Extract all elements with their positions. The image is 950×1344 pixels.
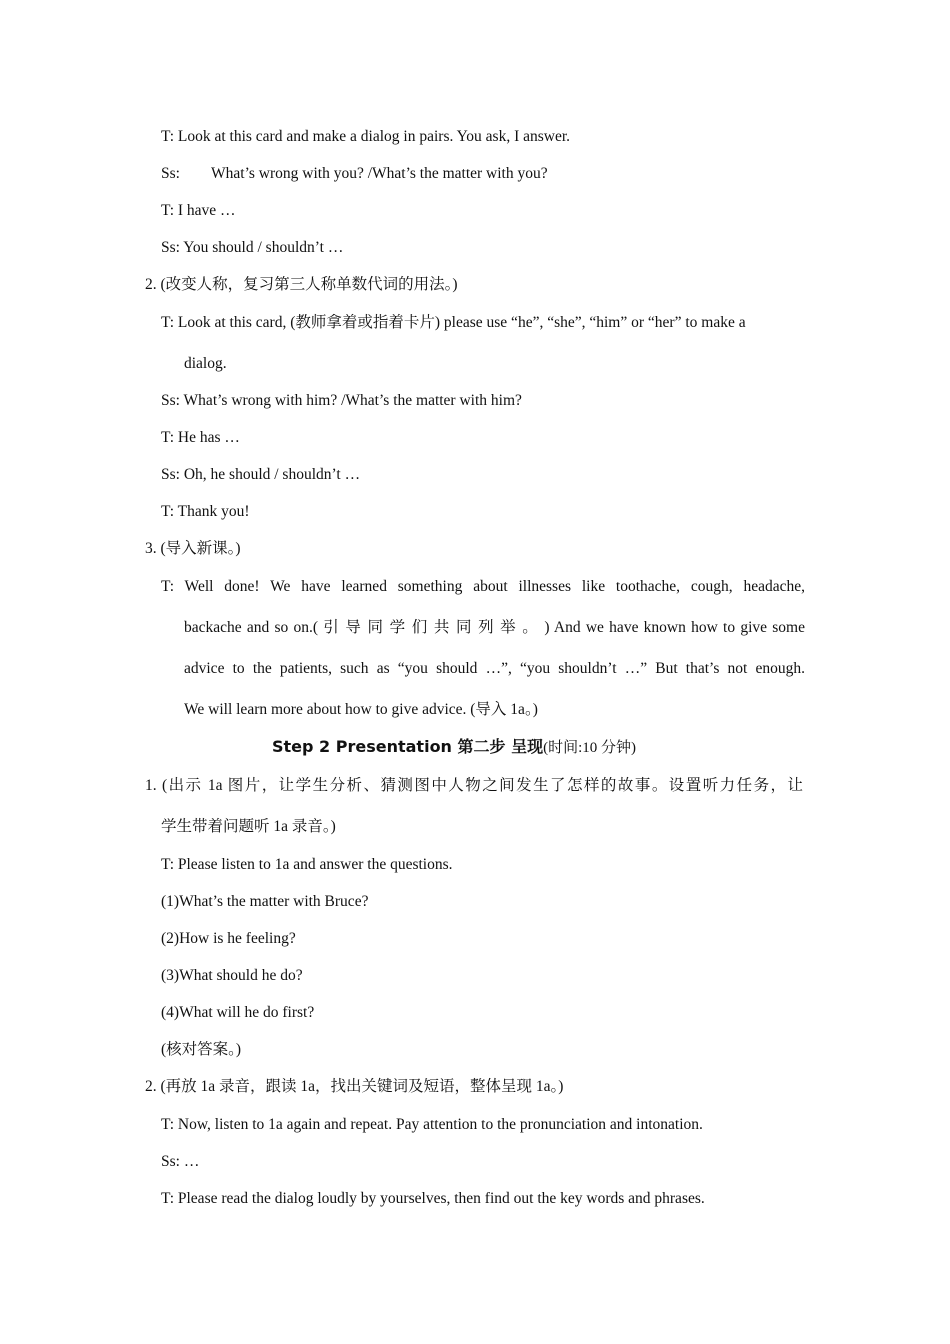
numbered-instruction: 2. (改变人称，复习第三人称单数代词的用法。)	[145, 276, 458, 293]
section-heading	[272, 737, 636, 758]
dialog-line: T: Thank you!	[161, 503, 250, 520]
dialog-line: T: Please read the dialog loudly by yourselves, then find out the key words and phrases.	[161, 1190, 705, 1207]
question-item: (3)What should he do?	[161, 967, 303, 984]
paragraph-line: backache and so on.( 引 导 同 学 们 共 同 列 举 。 ) And we have known how to give some	[184, 619, 805, 636]
dialog-line: T: Now, listen to 1a again and repeat. Pay attention to the pronunciation and intonation.	[161, 1116, 703, 1133]
dialog-line: T: He has …	[161, 429, 240, 446]
paragraph-line: T: Well done! We have learned something about illnesses like toothache, cough, headache,	[161, 578, 805, 595]
dialog-line: T: Please listen to 1a and answer the questions.	[161, 856, 453, 873]
dialog-line: Ss: Oh, he should / shouldn’t …	[161, 466, 361, 483]
question-item: (4)What will he do first?	[161, 1004, 315, 1021]
question-item: (1)What’s the matter with Bruce?	[161, 893, 369, 910]
section-heading-time: (时间:10 分钟)	[543, 740, 637, 756]
paragraph-line: advice to the patients, such as “you should …”, “you shouldn’t …” But that’s not enough.	[184, 660, 805, 677]
dialog-line: What’s wrong with you? /What’s the matter with you?	[211, 165, 548, 182]
question-item: (2)How is he feeling?	[161, 930, 296, 947]
speaker-label: Ss:	[161, 165, 180, 182]
dialog-line: T: Look at this card, (教师拿着或指着卡片) please use “he”, “she”, “him” or “her” to make a	[161, 314, 746, 331]
dialog-line: Ss: You should / shouldn’t …	[161, 239, 344, 256]
dialog-line: T: Look at this card and make a dialog in pairs. You ask, I answer.	[161, 128, 571, 145]
instruction-continuation: 学生带着问题听 1a 录音。)	[161, 818, 336, 835]
dialog-line: Ss: What’s wrong with him? /What’s the matter with him?	[161, 392, 522, 409]
dialog-line: T: I have …	[161, 202, 236, 219]
section-heading-title: Step 2 Presentation 第二步 呈现	[272, 737, 544, 756]
paragraph-line: We will learn more about how to give advice. (导入 1a。)	[184, 701, 538, 718]
dialog-line: dialog.	[184, 355, 227, 372]
instruction-note: (核对答案。)	[161, 1041, 242, 1058]
numbered-instruction: 2. (再放 1a 录音，跟读 1a，找出关键词及短语，整体呈现 1a。)	[145, 1078, 564, 1095]
numbered-instruction: 1. (出示 1a 图片，让学生分析、猜测图中人物之间发生了怎样的故事。设置听力任务，让	[145, 777, 803, 794]
numbered-instruction: 3. (导入新课。)	[145, 540, 241, 557]
dialog-line: Ss: …	[161, 1153, 200, 1170]
